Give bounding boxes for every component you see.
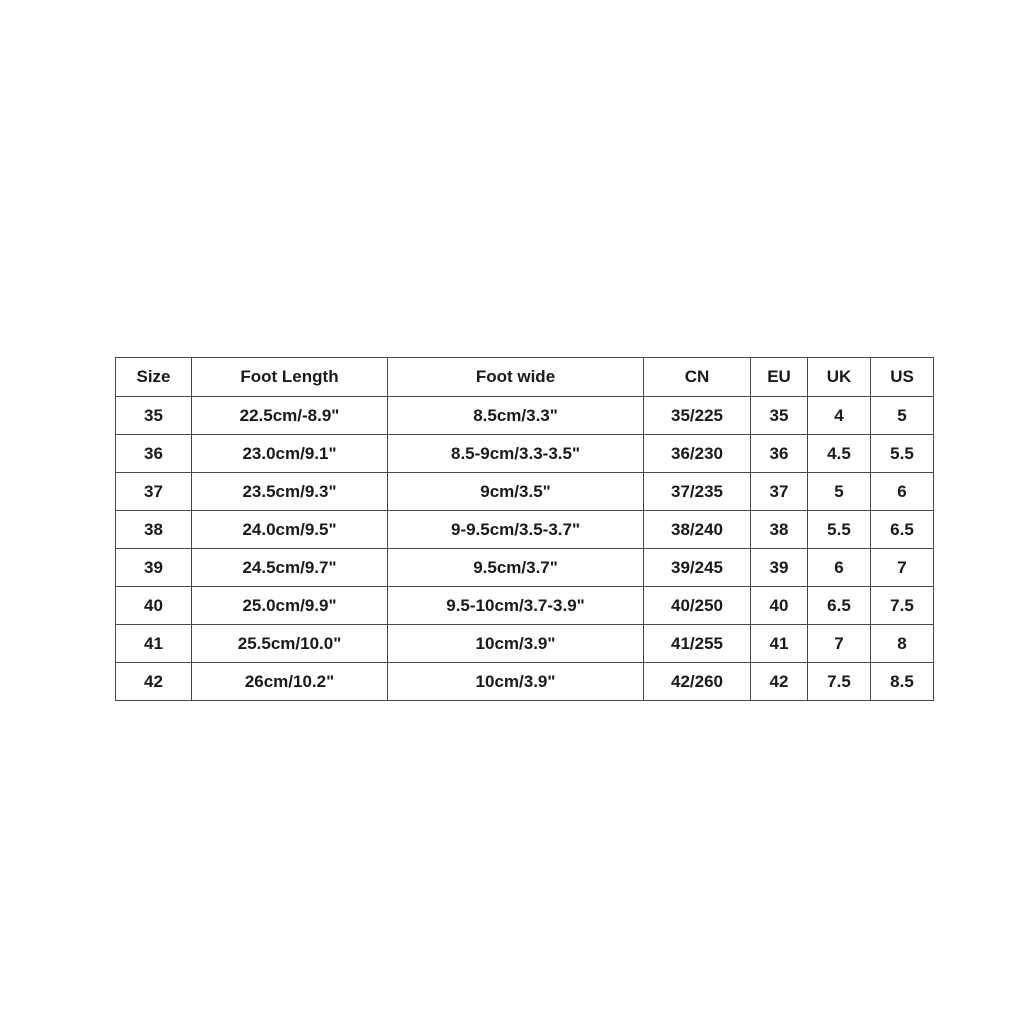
cell-foot-wide: 10cm/3.9" [388, 663, 644, 701]
cell-uk: 6.5 [808, 587, 871, 625]
cell-foot-length: 26cm/10.2" [192, 663, 388, 701]
column-header-foot-length: Foot Length [192, 358, 388, 397]
cell-eu: 39 [751, 549, 808, 587]
cell-eu: 42 [751, 663, 808, 701]
table-row [116, 549, 934, 587]
column-header-uk: UK [808, 358, 871, 397]
cell-us: 5.5 [871, 435, 934, 473]
cell-uk: 4 [808, 397, 871, 435]
cell-us: 8.5 [871, 663, 934, 701]
cell-cn: 35/225 [644, 397, 751, 435]
cell-uk: 6 [808, 549, 871, 587]
cell-uk: 4.5 [808, 435, 871, 473]
cell-foot-length: 24.5cm/9.7" [192, 549, 388, 587]
table-row [116, 625, 934, 663]
cell-cn: 36/230 [644, 435, 751, 473]
column-header-cn: CN [644, 358, 751, 397]
table-row [116, 435, 934, 473]
cell-us: 6 [871, 473, 934, 511]
cell-foot-wide: 9-9.5cm/3.5-3.7" [388, 511, 644, 549]
cell-uk: 7.5 [808, 663, 871, 701]
cell-eu: 36 [751, 435, 808, 473]
cell-size: 39 [116, 549, 192, 587]
cell-us: 6.5 [871, 511, 934, 549]
cell-us: 7.5 [871, 587, 934, 625]
cell-eu: 37 [751, 473, 808, 511]
size-chart-table [115, 357, 934, 701]
cell-eu: 40 [751, 587, 808, 625]
cell-uk: 5.5 [808, 511, 871, 549]
column-header-foot-wide: Foot wide [388, 358, 644, 397]
cell-foot-length: 23.5cm/9.3" [192, 473, 388, 511]
table-row [116, 663, 934, 701]
cell-cn: 40/250 [644, 587, 751, 625]
table-row [116, 511, 934, 549]
cell-size: 38 [116, 511, 192, 549]
cell-eu: 35 [751, 397, 808, 435]
cell-foot-length: 25.0cm/9.9" [192, 587, 388, 625]
table-body [116, 397, 934, 701]
cell-size: 36 [116, 435, 192, 473]
cell-size: 35 [116, 397, 192, 435]
cell-cn: 37/235 [644, 473, 751, 511]
cell-size: 37 [116, 473, 192, 511]
cell-us: 7 [871, 549, 934, 587]
table-row [116, 473, 934, 511]
cell-cn: 42/260 [644, 663, 751, 701]
cell-size: 41 [116, 625, 192, 663]
table-row [116, 587, 934, 625]
column-header-eu: EU [751, 358, 808, 397]
cell-uk: 7 [808, 625, 871, 663]
cell-eu: 38 [751, 511, 808, 549]
cell-foot-wide: 9.5cm/3.7" [388, 549, 644, 587]
cell-foot-length: 25.5cm/10.0" [192, 625, 388, 663]
cell-cn: 39/245 [644, 549, 751, 587]
column-header-us: US [871, 358, 934, 397]
cell-eu: 41 [751, 625, 808, 663]
cell-uk: 5 [808, 473, 871, 511]
cell-foot-length: 23.0cm/9.1" [192, 435, 388, 473]
cell-cn: 38/240 [644, 511, 751, 549]
cell-foot-wide: 10cm/3.9" [388, 625, 644, 663]
table-row [116, 397, 934, 435]
column-header-size: Size [116, 358, 192, 397]
cell-us: 8 [871, 625, 934, 663]
cell-foot-wide: 9cm/3.5" [388, 473, 644, 511]
cell-size: 40 [116, 587, 192, 625]
cell-foot-length: 24.0cm/9.5" [192, 511, 388, 549]
cell-cn: 41/255 [644, 625, 751, 663]
cell-foot-wide: 8.5-9cm/3.3-3.5" [388, 435, 644, 473]
cell-foot-wide: 8.5cm/3.3" [388, 397, 644, 435]
cell-foot-length: 22.5cm/-8.9" [192, 397, 388, 435]
cell-us: 5 [871, 397, 934, 435]
header-row [116, 358, 934, 397]
cell-size: 42 [116, 663, 192, 701]
cell-foot-wide: 9.5-10cm/3.7-3.9" [388, 587, 644, 625]
